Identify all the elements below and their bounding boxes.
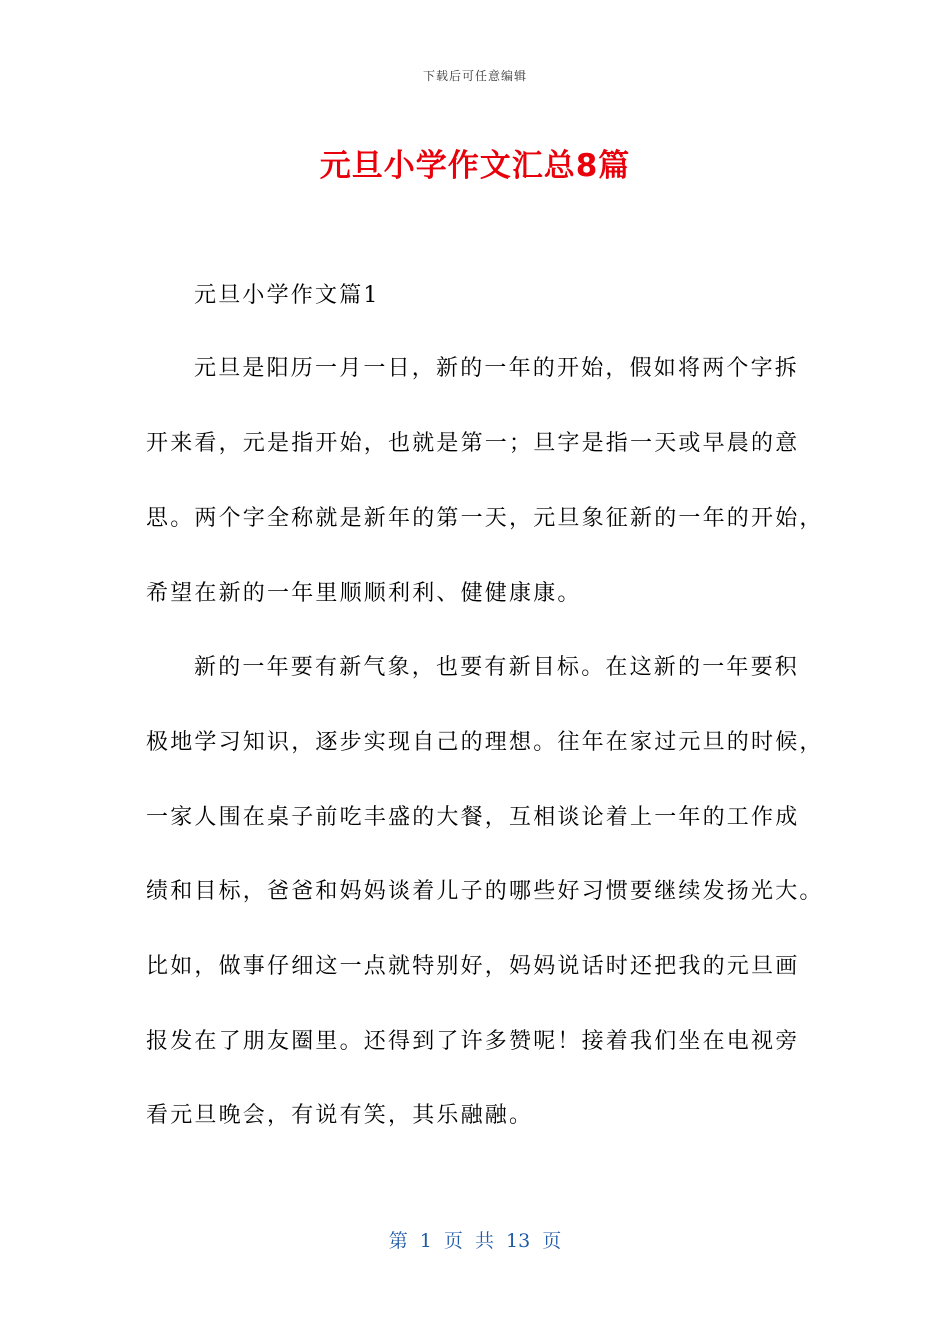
download-note: 下载后可任意编辑 (422, 69, 527, 83)
paragraph-line: 比如，做事仔细这一点就特别好，妈妈说话时还把我的元旦画 (146, 954, 800, 979)
paragraph-line: 看元旦晚会，有说有笑，其乐融融。 (146, 1103, 534, 1128)
paragraph-line: 报发在了朋友圈里。还得到了许多赞呢！接着我们坐在电视旁 (146, 1029, 800, 1054)
paragraph-line: 思。两个字全称就是新年的第一天，元旦象征新的一年的开始， (146, 506, 824, 531)
paragraph-line: 开来看，元是指开始，也就是第一；旦字是指一天或早晨的意 (146, 431, 800, 456)
page-indicator: 第 1 页 共 13 页 (388, 1230, 562, 1252)
paragraph-line: 新的一年要有新气象，也要有新目标。在这新的一年要积 (194, 655, 800, 680)
document-title: 元旦小学作文汇总8篇 (319, 148, 631, 184)
paragraph-line: 元旦是阳历一月一日，新的一年的开始，假如将两个字拆 (194, 356, 800, 381)
paragraph-line: 希望在新的一年里顺顺利利、健健康康。 (146, 581, 582, 606)
paragraph-line: 一家人围在桌子前吃丰盛的大餐，互相谈论着上一年的工作成 (146, 805, 800, 830)
section-heading: 元旦小学作文篇1 (194, 283, 380, 308)
paragraph-line: 绩和目标，爸爸和妈妈谈着儿子的哪些好习惯要继续发扬光大。 (146, 879, 824, 904)
paragraph-line: 极地学习知识，逐步实现自己的理想。往年在家过元旦的时候， (146, 730, 824, 755)
